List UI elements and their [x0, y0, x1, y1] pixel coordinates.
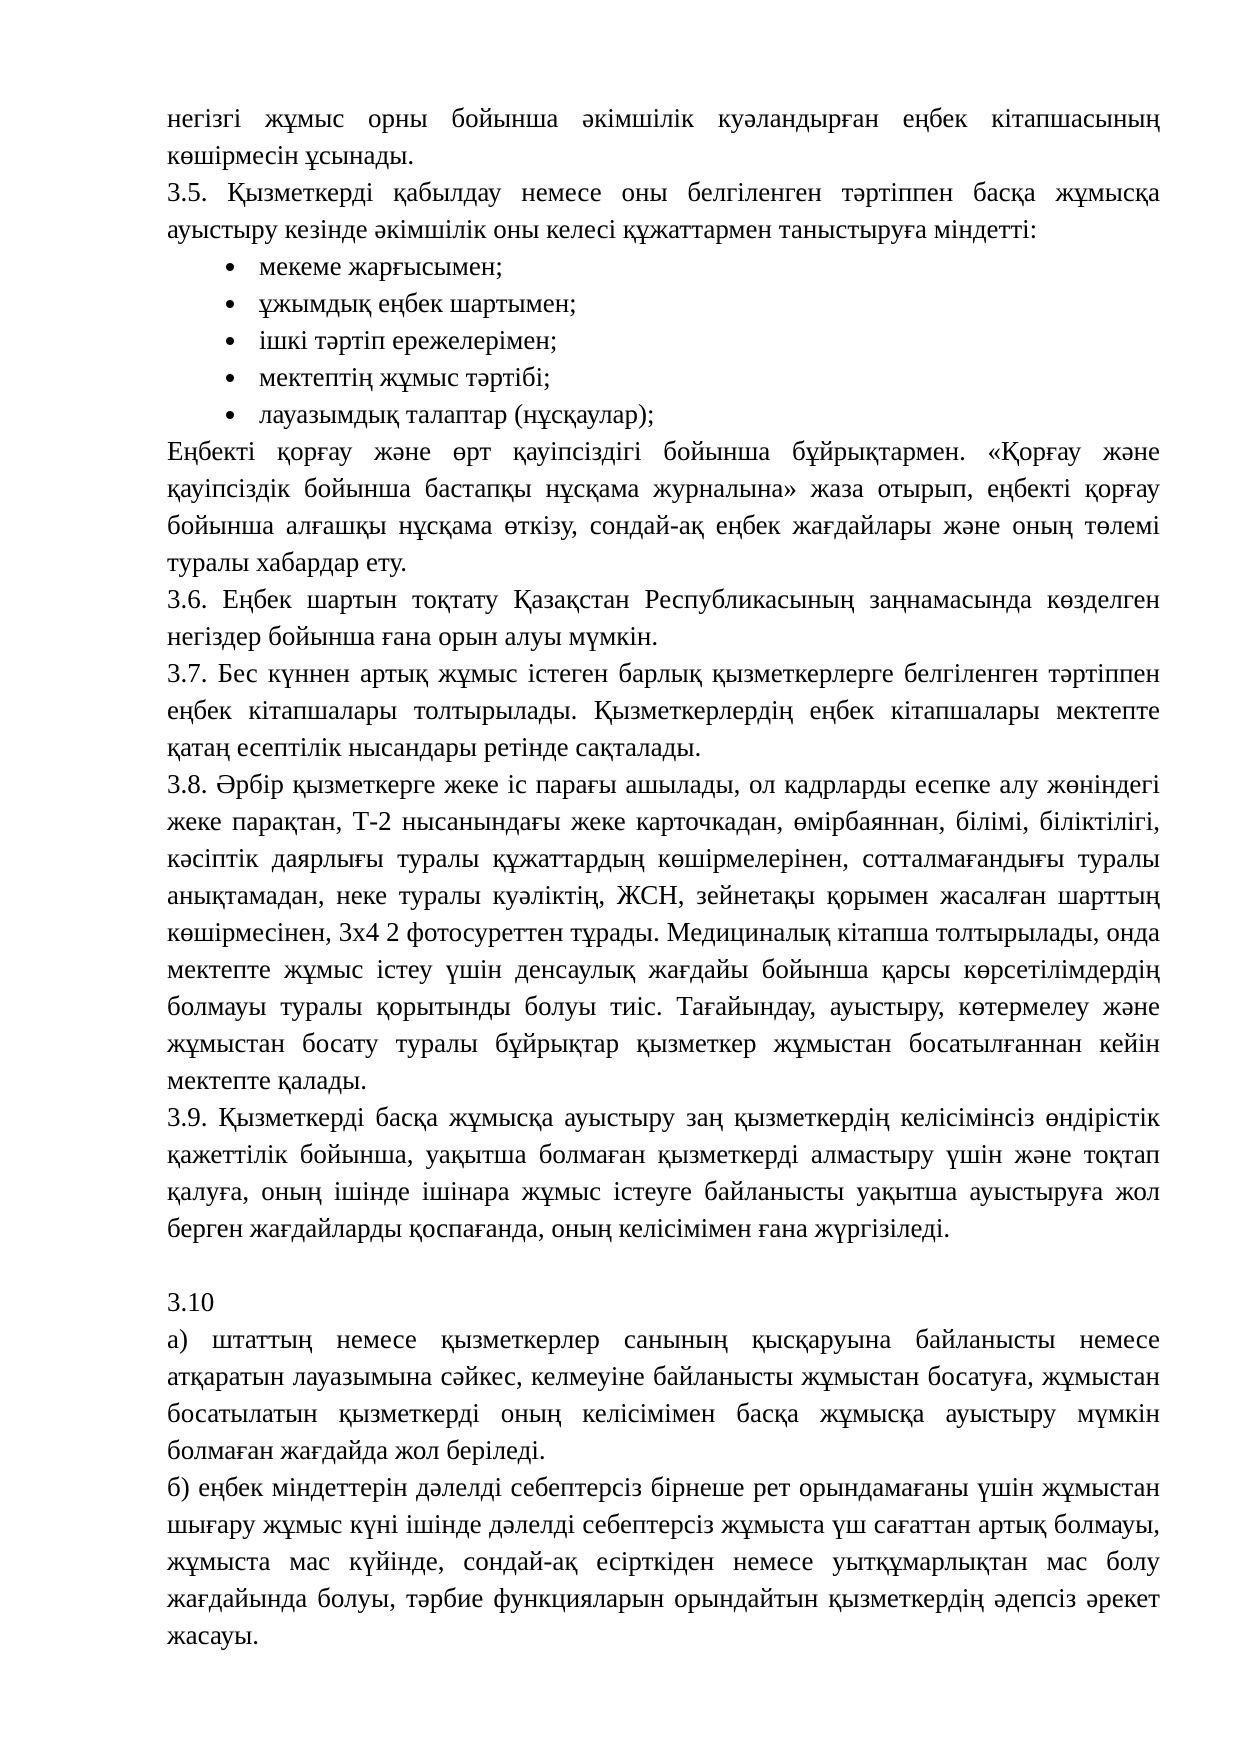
- list-item: • лауазымдық талаптар (нұсқаулар);: [249, 396, 1160, 433]
- labor-safety-paragraph: Еңбекті қорғау және өрт қауіпсіздігі бойынша бұйрықтармен. «Қорғау және қауіпсіздік бойынша бастапқы нұсқама журналына» жаза отырып, еңбекті қорғау бойынша алғашқы нұсқама өткізу, сондай-ақ еңбек жағдайлары және оның төлемі туралы хабардар ету.: [167, 436, 1160, 577]
- documents-bullet-list: [167, 248, 1160, 433]
- section-3-10-heading: 3.10: [167, 1287, 215, 1317]
- section-3-10-item-b-paragraph: б) еңбек міндеттерін дәлелді себептерсіз бірнеше рет орындамағаны үшін жұмыстан шығару жұмыс күні ішінде дәлелді себептерсіз жұмыста үш сағаттан артық болмауы, жұмыста мас күйінде, сондай-ақ есірткіден немесе уытқұмарлықтан мас болу жағдайында болуы, тәрбие функцияларын орындайтын қызметкердің әдепсіз әрекет жасауы.: [167, 1472, 1160, 1650]
- section-3-5-paragraph: 3.5. Қызметкерді қабылдау немесе оны белгіленген тәртіппен басқа жұмысқа ауыстыру кезінде әкімшілік оны келесі құжаттармен таныстыруға міндетті:: [167, 177, 1160, 244]
- section-3-8-paragraph: 3.8. Әрбір қызметкерге жеке іс парағы ашылады, ол кадрларды есепке алу жөніндегі жеке парақтан, Т-2 нысанындағы жеке карточкадан, өмірбаяннан, білімі, біліктілігі, кәсіптік даярлығы туралы құжаттардың көшірмелерінен, сотталмағандығы туралы анықтамадан, неке туралы куәліктің, ЖСН, зейнетақы қорымен жасалған шарттың көшірмесінен, 3х4 2 фотосуреттен тұрады. Медициналық кітапша толтырылады, онда мектепте жұмыс істеу үшін денсаулық жағдайы бойынша қарсы көрсетілімдердің болмауы туралы қорытынды болуы тиіс. Тағайындау, ауыстыру, көтермелеу және жұмыстан босату туралы бұйрықтар қызметкер жұмыстан босатылғаннан кейін мектепте қалады.: [167, 769, 1160, 1095]
- intro-continuation-paragraph: негізгі жұмыс орны бойынша әкімшілік куәландырған еңбек кітапшасының көшірмесін ұсынады.: [167, 103, 1160, 170]
- section-3-9-paragraph: 3.9. Қызметкерді басқа жұмысқа ауыстыру заң қызметкердің келісімінсіз өндірістік қажеттілік бойынша, уақытша болмаған қызметкерді алмастыру үшін және тоқтап қалуға, оның ішінде ішінара жұмыс істеуге байланысты уақытша ауыстыруға жол берген жағдайларды қоспағанда, оның келісімімен ғана жүргізіледі.: [167, 1102, 1160, 1243]
- section-3-7-paragraph: 3.7. Бес күннен артық жұмыс істеген барлық қызметкерлерге белгіленген тәртіппен еңбек кітапшалары толтырылады. Қызметкерлердің еңбек кітапшалары мектепте қатаң есептілік нысандары ретінде сақталады.: [167, 658, 1160, 762]
- section-3-10-item-a-paragraph: а) штаттың немесе қызметкерлер санының қысқаруына байланысты немесе атқаратын лауазымына сәйкес, келмеуіне байланысты жұмыстан босатуға, жұмыстан босатылатын қызметкерді оның келісімімен басқа жұмысқа ауыстыру мүмкін болмаған жағдайда жол беріледі.: [167, 1324, 1160, 1465]
- list-item: • ұжымдық еңбек шартымен;: [249, 285, 1160, 322]
- list-item: • мекеме жарғысымен;: [249, 248, 1160, 285]
- section-3-6-paragraph: 3.6. Еңбек шартын тоқтату Қазақстан Республикасының заңнамасында көзделген негіздер бойынша ғана орын алуы мүмкін.: [167, 584, 1160, 651]
- list-item: • мектептің жұмыс тәртібі;: [249, 359, 1160, 396]
- list-item: • ішкі тәртіп ережелерімен;: [249, 322, 1160, 359]
